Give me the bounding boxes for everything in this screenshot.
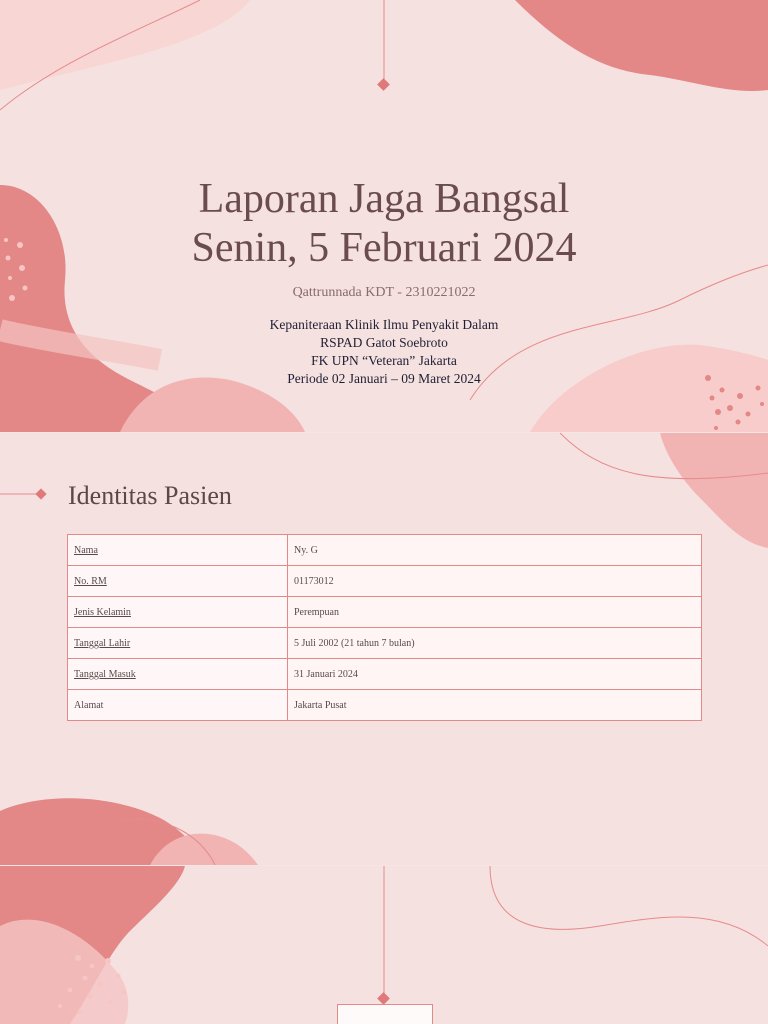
row-value: Jakarta Pusat bbox=[288, 690, 702, 721]
diamond-icon bbox=[377, 992, 390, 1005]
table-row bbox=[68, 628, 702, 659]
identity-slide bbox=[0, 433, 768, 865]
diamond-icon bbox=[35, 488, 46, 499]
decorative-background bbox=[0, 866, 768, 1024]
info-line: RSPAD Gatot Soebroto bbox=[320, 335, 448, 350]
line-right bbox=[490, 866, 768, 946]
slide-title-line2: Senin, 5 Februari 2024 bbox=[191, 225, 577, 271]
info-line: FK UPN “Veteran” Jakarta bbox=[311, 353, 457, 368]
row-value: 01173012 bbox=[288, 566, 702, 597]
row-value: 5 Juli 2002 (21 tahun 7 bulan) bbox=[288, 628, 702, 659]
slide-title-line1: Laporan Jaga Bangsal bbox=[198, 176, 570, 222]
row-value: 31 Januari 2024 bbox=[288, 659, 702, 690]
row-label: Alamat bbox=[68, 690, 288, 721]
info-line: Periode 02 Januari – 09 Maret 2024 bbox=[287, 371, 481, 386]
table-row bbox=[68, 566, 702, 597]
row-label: Tanggal Masuk bbox=[68, 659, 288, 690]
next-slide bbox=[0, 866, 768, 1024]
section-title: Identitas Pasien bbox=[68, 481, 232, 510]
blob-top-right bbox=[515, 0, 768, 91]
content-box bbox=[337, 1004, 433, 1024]
blob-top-right bbox=[660, 433, 768, 548]
patient-identity-table bbox=[67, 534, 702, 721]
table-row bbox=[68, 535, 702, 566]
cover-slide bbox=[0, 0, 768, 432]
row-label: No. RM bbox=[68, 566, 288, 597]
table-row bbox=[68, 597, 702, 628]
author-line: Qattrunnada KDT - 2310221022 bbox=[292, 285, 476, 300]
row-label: Nama bbox=[68, 535, 288, 566]
row-value: Ny. G bbox=[288, 535, 702, 566]
blob-top-left bbox=[0, 0, 250, 90]
table-row bbox=[68, 659, 702, 690]
diamond-icon bbox=[377, 78, 390, 91]
table-row bbox=[68, 690, 702, 721]
row-label: Jenis Kelamin bbox=[68, 597, 288, 628]
row-label: Tanggal Lahir bbox=[68, 628, 288, 659]
info-line: Kepaniteraan Klinik Ilmu Penyakit Dalam bbox=[269, 317, 499, 332]
row-value: Perempuan bbox=[288, 597, 702, 628]
